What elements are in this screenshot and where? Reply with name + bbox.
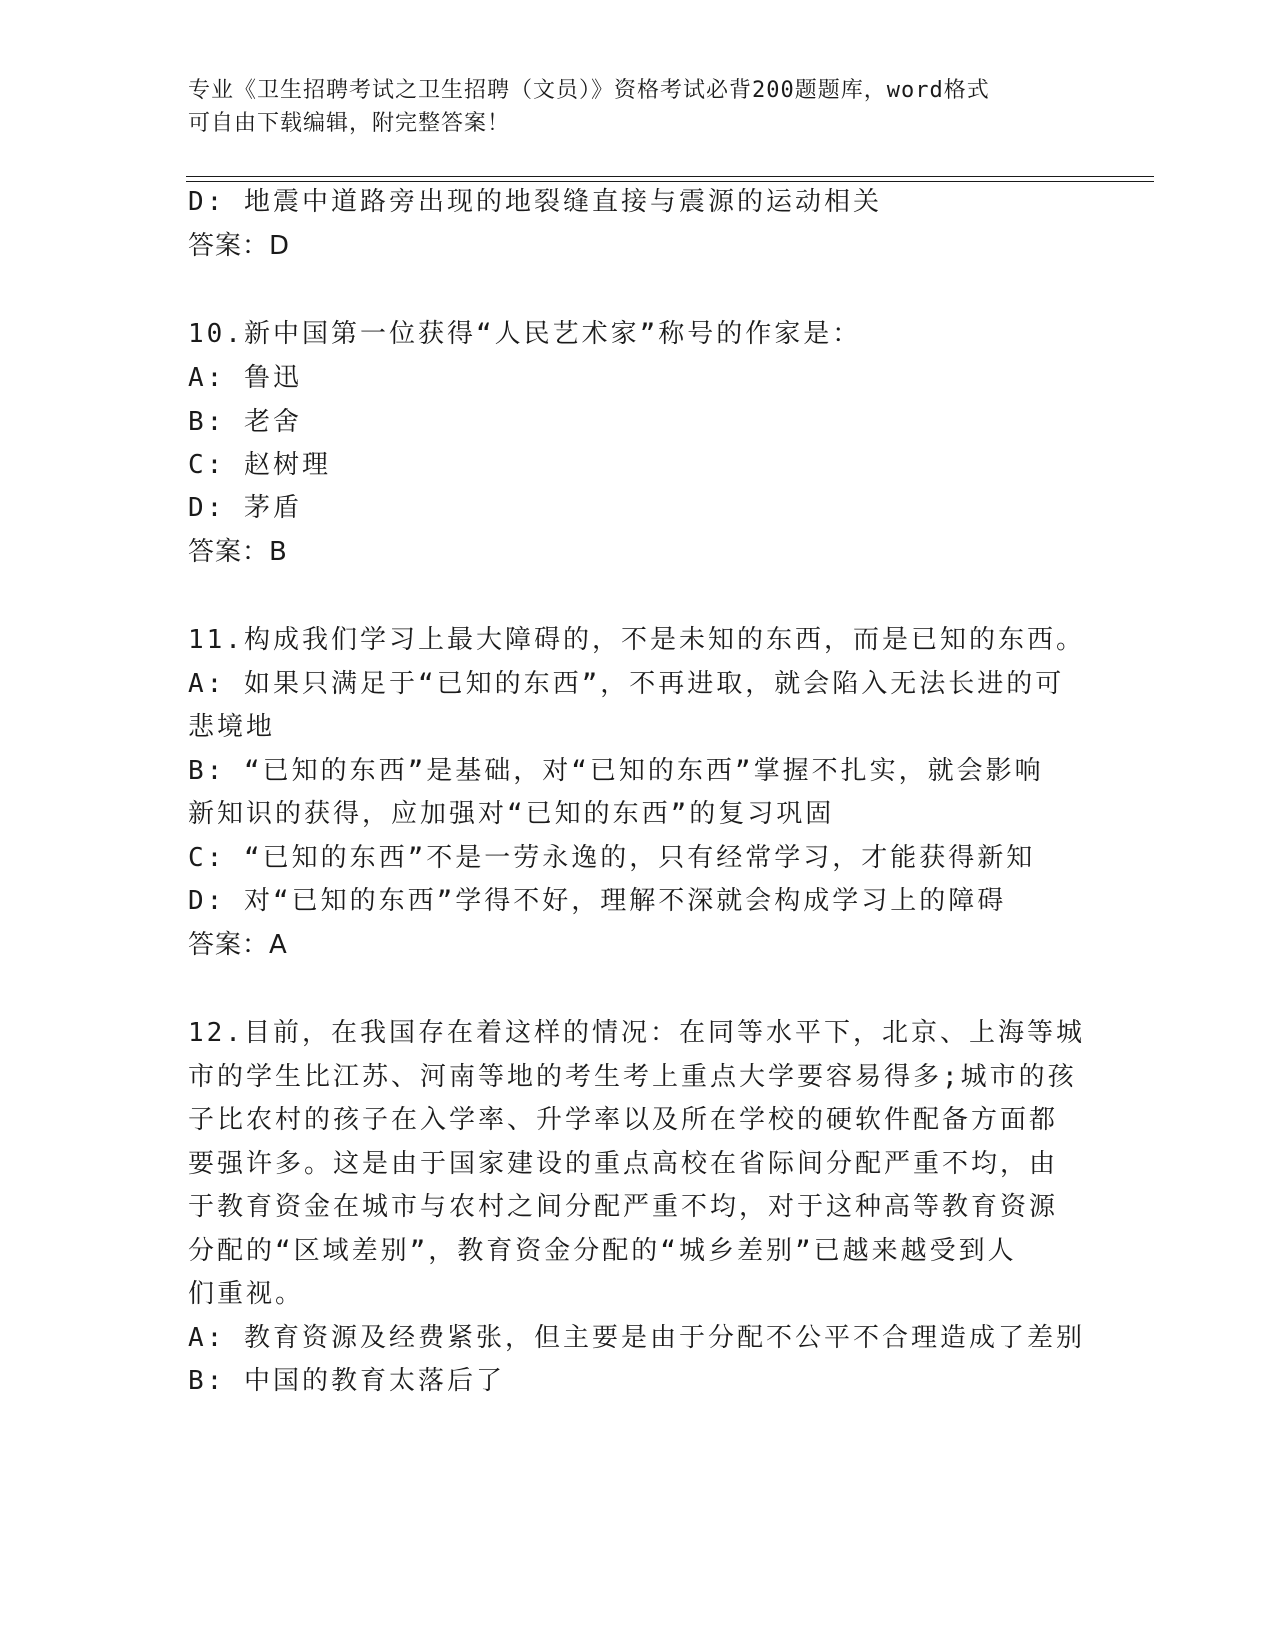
q11-stem: 11.构成我们学习上最大障碍的，不是未知的东西，而是已知的东西。 xyxy=(188,625,1085,655)
q9-option-d: D: 地震中道路旁出现的地裂缝直接与震源的运动相关 xyxy=(188,187,882,217)
q12-stem-line7: 们重视。 xyxy=(188,1279,305,1309)
q12-option-a: A: 教育资源及经费紧张，但主要是由于分配不公平不合理造成了差别 xyxy=(188,1323,1085,1353)
q10-answer: 答案：B xyxy=(188,537,288,567)
q10-option-b: B: 老舍 xyxy=(188,407,302,437)
q11-option-a-line2: 悲境地 xyxy=(188,712,276,742)
q10-option-c: C: 赵树理 xyxy=(188,450,331,480)
q10-option-a: A: 鲁迅 xyxy=(188,363,302,393)
q12-option-b: B: 中国的教育太落后了 xyxy=(188,1366,505,1396)
q12-stem-line6: 分配的“区域差别”，教育资金分配的“城乡差别”已越来越受到人 xyxy=(188,1236,1017,1266)
q12-stem-line3: 子比农村的孩子在入学率、升学率以及所在学校的硬软件配备方面都 xyxy=(188,1105,1059,1135)
q9-answer: 答案：D xyxy=(188,231,291,261)
q11-option-b-line1: B: “已知的东西”是基础，对“已知的东西”掌握不扎实，就会影响 xyxy=(188,756,1044,786)
q12-stem-line4: 要强许多。这是由于国家建设的重点高校在省际间分配严重不均，由 xyxy=(188,1149,1059,1179)
q11-answer: 答案：A xyxy=(188,930,288,960)
q11-option-b-line2: 新知识的获得，应加强对“已知的东西”的复习巩固 xyxy=(188,799,835,829)
header-line-2: 可自由下载编辑，附完整答案！ xyxy=(188,111,511,136)
q11-option-d: D: 对“已知的东西”学得不好，理解不深就会构成学习上的障碍 xyxy=(188,886,1007,916)
document-header xyxy=(188,74,1068,140)
q11-option-a-line1: A: 如果只满足于“已知的东西”，不再进取，就会陷入无法长进的可 xyxy=(188,669,1065,699)
header-line-1: 专业《卫生招聘考试之卫生招聘（文员）》资格考试必背200题题库，word格式 xyxy=(188,78,990,103)
q11-option-c: C: “已知的东西”不是一劳永逸的，只有经常学习，才能获得新知 xyxy=(188,843,1036,873)
header-rule-top xyxy=(186,176,1154,177)
q12-stem-line1: 12.目前，在我国存在着这样的情况：在同等水平下，北京、上海等城 xyxy=(188,1018,1085,1048)
q12-stem-line5: 于教育资金在城市与农村之间分配严重不均，对于这种高等教育资源 xyxy=(188,1192,1059,1222)
q10-stem: 10.新中国第一位获得“人民艺术家”称号的作家是： xyxy=(188,319,862,349)
q10-option-d: D: 茅盾 xyxy=(188,493,302,523)
q12-stem-line2: 市的学生比江苏、河南等地的考生考上重点大学要容易得多;城市的孩 xyxy=(188,1062,1077,1092)
